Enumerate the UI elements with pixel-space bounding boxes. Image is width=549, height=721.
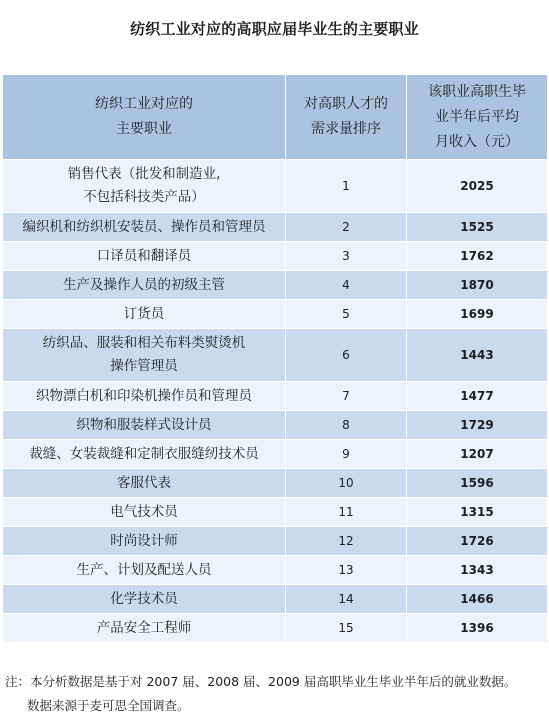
job-cell: [3, 614, 286, 643]
header-salary-line: 月收入（元）: [435, 133, 519, 150]
rank-cell: 9: [286, 440, 407, 469]
salary-cell: 1596: [407, 469, 548, 498]
job-cell: [3, 271, 286, 300]
job-line: 不包括科技类产品）: [83, 189, 205, 205]
job-line: 时尚设计师: [110, 532, 178, 549]
table-row: [3, 469, 548, 498]
page-title: 纺织工业对应的高职应届毕业生的主要职业: [130, 20, 419, 38]
salary-cell: 1443: [407, 329, 548, 382]
salary-cell: 1525: [407, 213, 548, 242]
salary-cell: 1315: [407, 498, 548, 527]
job-cell: [3, 556, 286, 585]
table-row: [3, 160, 548, 213]
header-salary-line: 该职业高职生毕: [428, 83, 526, 100]
salary-cell: 1870: [407, 271, 548, 300]
job-cell: [3, 160, 286, 213]
job-line: 化学技术员: [110, 590, 178, 607]
rank-cell: 14: [286, 585, 407, 614]
rank-cell: 15: [286, 614, 407, 643]
header-salary-line: 业半年后平均: [435, 108, 519, 125]
table-row: [3, 585, 548, 614]
salary-cell: 1396: [407, 614, 548, 643]
job-line: 织物漂白机和印染机操作员和管理员: [36, 387, 252, 404]
rank-cell: 8: [286, 411, 407, 440]
table-row: [3, 300, 548, 329]
table-row: [3, 411, 548, 440]
rank-cell: 5: [286, 300, 407, 329]
job-line: 操作管理员: [110, 358, 178, 374]
table-row: [3, 614, 548, 643]
header-salary: [407, 75, 548, 160]
table-row: [3, 498, 548, 527]
salary-cell: 1466: [407, 585, 548, 614]
job-line: 纺织品、服装和相关布料类熨烫机: [42, 335, 246, 351]
salary-cell: 1343: [407, 556, 548, 585]
rank-cell: 6: [286, 329, 407, 382]
job-cell: [3, 382, 286, 411]
table-row: [3, 271, 548, 300]
header-rank-line: 需求量排序: [311, 121, 381, 137]
job-line: 产品安全工程师: [96, 619, 192, 636]
header-job: [3, 75, 286, 160]
job-cell: [3, 411, 286, 440]
salary-cell: 2025: [407, 160, 548, 213]
header-rank: [286, 75, 407, 160]
salary-cell: 1762: [407, 242, 548, 271]
job-cell: [3, 498, 286, 527]
rank-cell: 12: [286, 527, 407, 556]
salary-cell: 1207: [407, 440, 548, 469]
job-line: 客服代表: [117, 474, 171, 491]
salary-cell: 1726: [407, 527, 548, 556]
salary-cell: 1729: [407, 411, 548, 440]
rank-cell: 2: [286, 213, 407, 242]
rank-cell: 13: [286, 556, 407, 585]
job-cell: [3, 469, 286, 498]
job-line: 销售代表（批发和制造业,: [67, 166, 221, 182]
table-row: [3, 382, 548, 411]
job-cell: [3, 242, 286, 271]
rank-cell: 4: [286, 271, 407, 300]
header-job-line: 纺织工业对应的: [95, 96, 193, 112]
job-line: 生产、计划及配送人员: [76, 561, 212, 578]
job-line: 口译员和翻译员: [96, 247, 192, 264]
table-row: [3, 329, 548, 382]
job-line: 裁缝、女装裁缝和定制衣服缝纫技术员: [29, 445, 259, 462]
header-rank-line: 对高职人才的: [304, 96, 388, 112]
table-row: [3, 213, 548, 242]
job-cell: [3, 213, 286, 242]
job-cell: [3, 329, 286, 382]
rank-cell: 1: [286, 160, 407, 213]
table-row: [3, 242, 548, 271]
table-row: [3, 527, 548, 556]
footnote-line: 注：本分析数据是基于对 2007 届、2008 届、2009 届高职毕业生毕业半年后的就业数据。: [5, 674, 517, 689]
job-line: 编织机和纺织机安装员、操作员和管理员: [22, 218, 266, 235]
table-row: [3, 556, 548, 585]
footnote-source: 数据来源于麦可思全国调查。: [27, 698, 190, 713]
salary-cell: 1699: [407, 300, 548, 329]
job-cell: [3, 440, 286, 469]
footnote: [5, 670, 545, 718]
job-line: 织物和服装样式设计员: [76, 416, 212, 433]
rank-cell: 3: [286, 242, 407, 271]
job-line: 生产及操作人员的初级主管: [63, 276, 225, 293]
rank-cell: 10: [286, 469, 407, 498]
table-header-row: [3, 75, 548, 160]
header-job-line: 主要职业: [116, 121, 172, 137]
job-line: 订货员: [123, 305, 165, 322]
rank-cell: 7: [286, 382, 407, 411]
salary-cell: 1477: [407, 382, 548, 411]
jobs-table: [2, 74, 548, 643]
job-line: 电气技术员: [110, 503, 178, 520]
table-row: [3, 440, 548, 469]
job-cell: [3, 300, 286, 329]
rank-cell: 11: [286, 498, 407, 527]
job-cell: [3, 527, 286, 556]
job-cell: [3, 585, 286, 614]
